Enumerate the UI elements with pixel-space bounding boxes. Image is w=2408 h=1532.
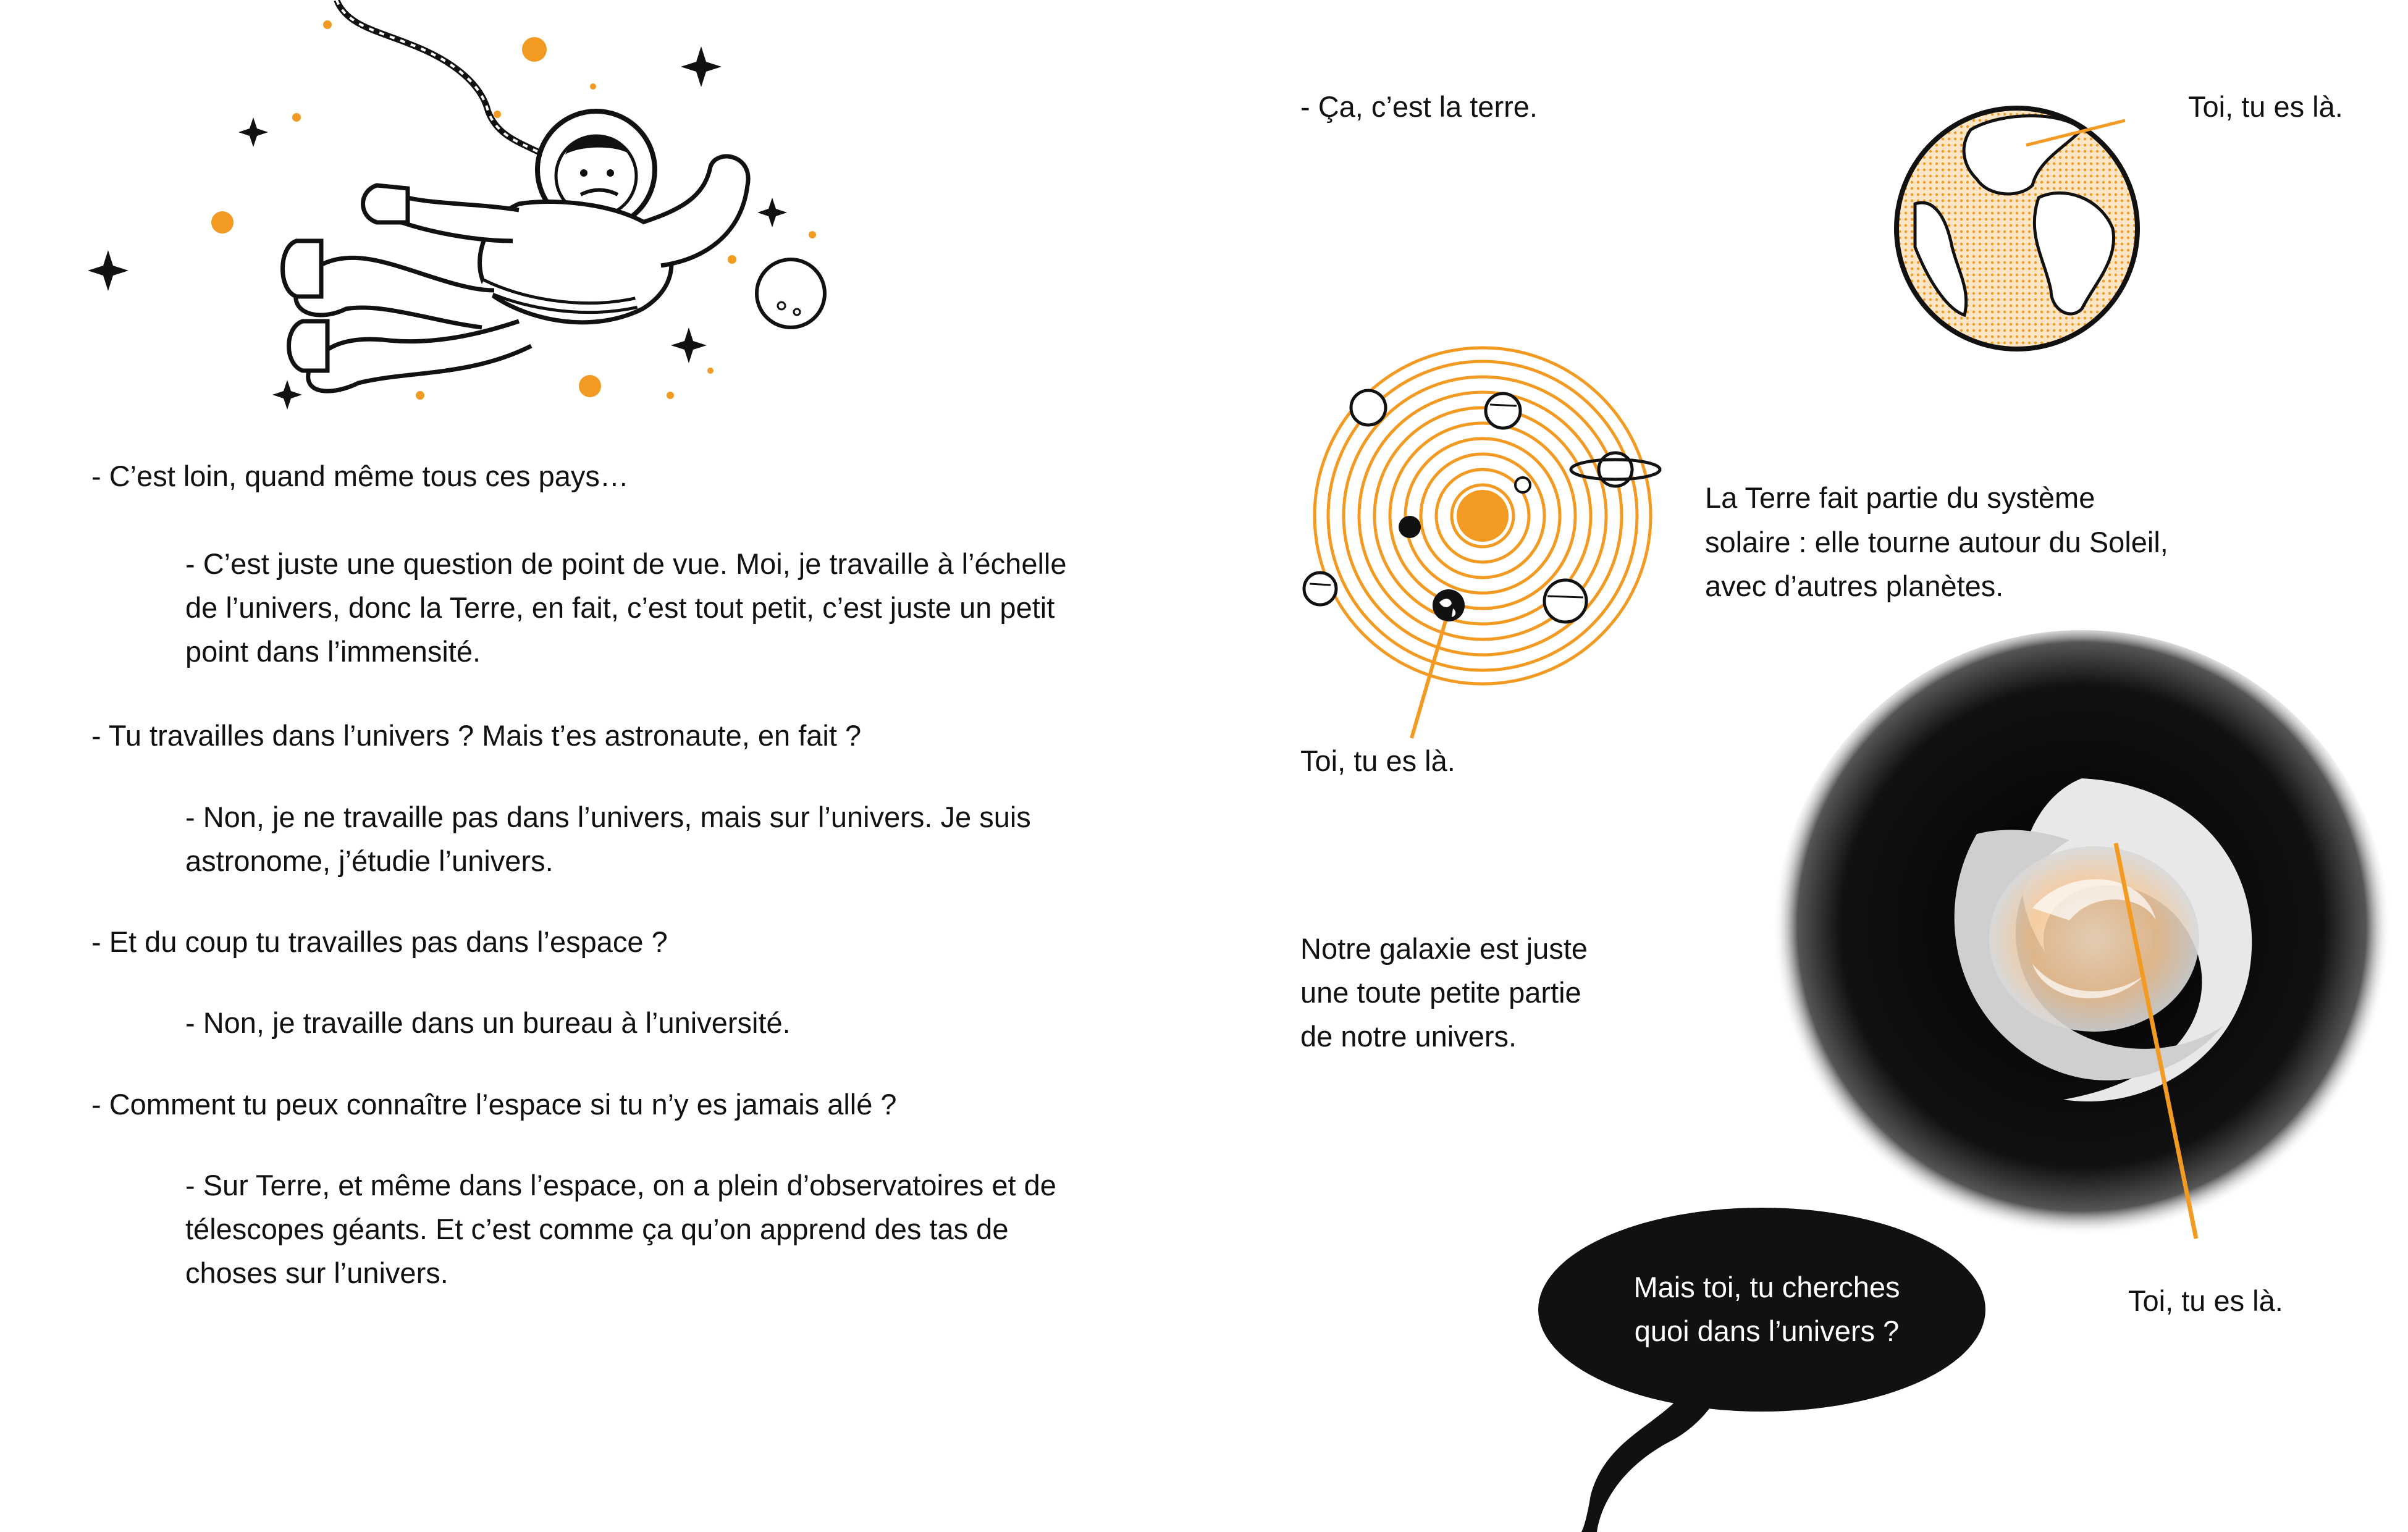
speech-bubble-line-1: Mais toi, tu cherches	[1633, 1271, 1900, 1303]
dialogue-line-4: - Comment tu peux connaître l’espace si tu n’y es jamais allé ?	[91, 1088, 897, 1121]
speech-bubble-line-2: quoi dans l’univers ?	[1634, 1315, 1900, 1347]
dialogue-reply-2-line-2: astronome, j’étudie l’univers.	[185, 844, 554, 877]
dialogue-line-1: - C’est loin, quand même tous ces pays…	[91, 460, 629, 492]
dialogue-reply-1-line-2: de l’univers, donc la Terre, en fait, c’est tout petit, c’est juste un petit	[185, 591, 1055, 624]
galaxy-illustration	[1773, 630, 2403, 1273]
dialogue-reply-4-line-3: choses sur l’univers.	[185, 1256, 448, 1289]
dialogue-reply-2-line-1: - Non, je ne travaille pas dans l’univers, mais sur l’univers. Je suis	[185, 801, 1031, 833]
dialogue-reply-4-line-1: - Sur Terre, et même dans l’espace, on a plein d’observatoires et de	[185, 1169, 1056, 1202]
earth-caption: - Ça, c’est la terre.	[1300, 90, 1538, 123]
solar-system-diagram	[1291, 337, 1680, 769]
earth-you-are-here: Toi, tu es là.	[2188, 90, 2343, 123]
dialogue-reply-3: - Non, je travaille dans un bureau à l’université.	[185, 1006, 791, 1039]
solar-system-description-line-1: La Terre fait partie du système	[1705, 481, 2095, 514]
solar-system-you-are-here: Toi, tu es là.	[1300, 744, 1455, 777]
earth-illustration	[1878, 74, 2236, 383]
dialogue-reply-4-line-2: télescopes géants. Et c’est comme ça qu’on apprend des tas de	[185, 1213, 1009, 1245]
galaxy-description-line-1: Notre galaxie est juste	[1300, 932, 1588, 965]
galaxy-description-line-3: de notre univers.	[1300, 1020, 1517, 1053]
galaxy-you-are-here: Toi, tu es là.	[2128, 1284, 2283, 1317]
astronaut-illustration	[86, 0, 865, 432]
solar-system-description-line-2: solaire : elle tourne autour du Soleil,	[1705, 526, 2168, 558]
dialogue-reply-1-line-3: point dans l’immensité.	[185, 635, 481, 668]
galaxy-description-line-2: une toute petite partie	[1300, 976, 1581, 1009]
dialogue-line-2: - Tu travailles dans l’univers ? Mais t’es astronaute, en fait ?	[91, 719, 862, 752]
solar-system-description-line-3: avec d’autres planètes.	[1705, 570, 2004, 602]
dialogue-line-3: - Et du coup tu travailles pas dans l’espace ?	[91, 925, 668, 958]
dialogue-reply-1-line-1: - C’est juste une question de point de vue. Moi, je travaille à l’échelle	[185, 547, 1067, 580]
speech-bubble	[1532, 1205, 2002, 1532]
